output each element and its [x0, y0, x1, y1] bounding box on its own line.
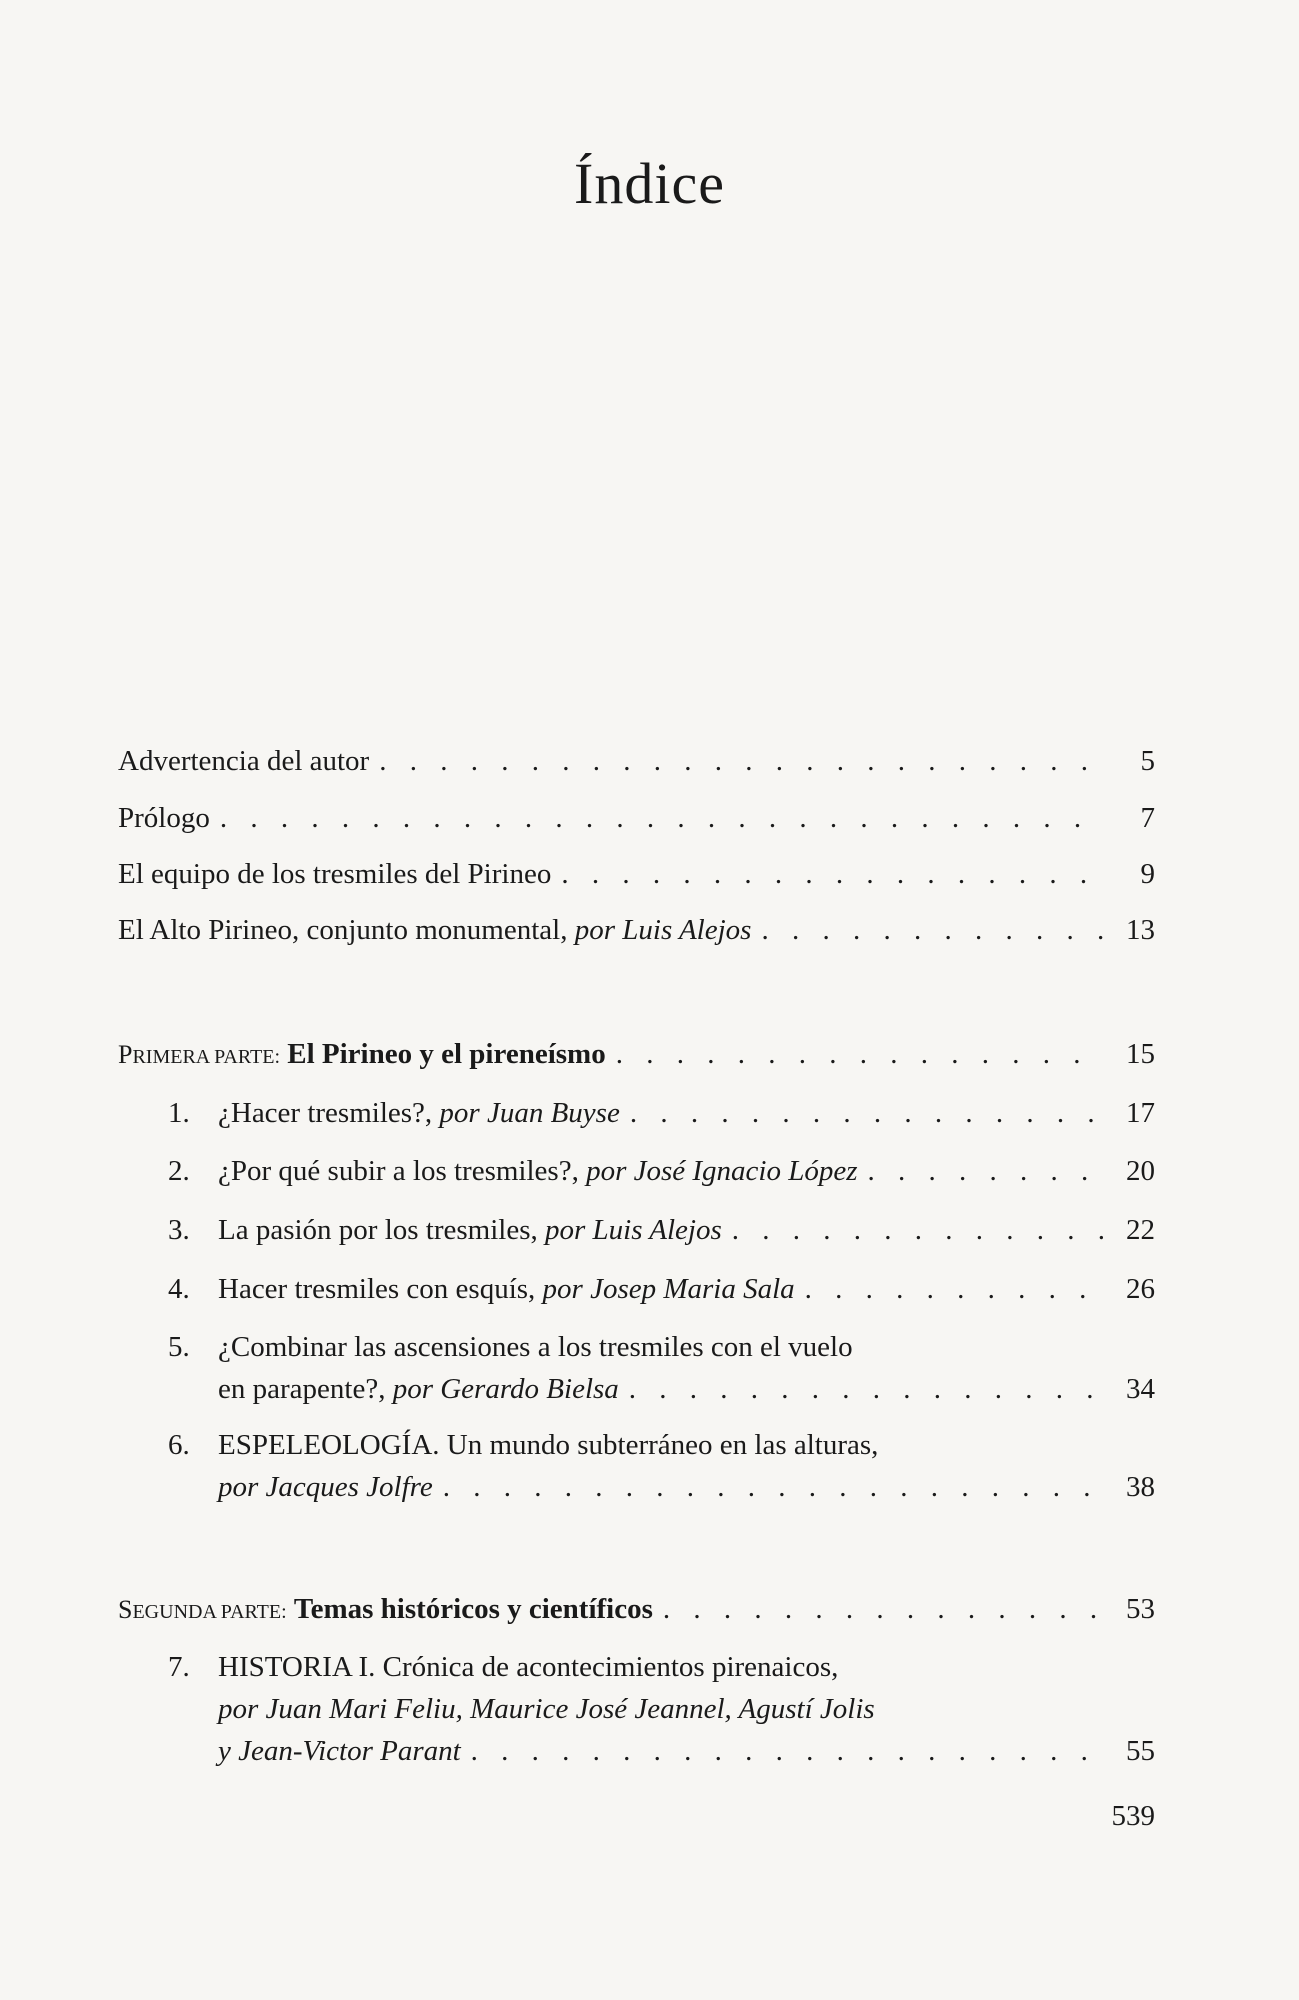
toc-entry: Prólogo . . . 7 [118, 797, 1155, 839]
leader-dots [629, 1368, 1103, 1410]
page-title: Índice [574, 151, 725, 216]
leader-dots [443, 1466, 1103, 1508]
part-heading: SEGUNDA PARTE: Temas históricos y científicos . . . 53 [118, 1588, 1155, 1633]
leader-dots [379, 740, 1103, 782]
page-number: 539 [1111, 1800, 1155, 1832]
leader-dots [561, 853, 1103, 895]
toc-entry: 2. ¿Por qué subir a los tresmiles?, por José Ignacio López . . . 20 [168, 1150, 1155, 1192]
toc-entry: 6. ESPELEOLOGÍA. Un mundo subterráneo en las alturas, por Jacques Jolfre . . . 38 [168, 1424, 1155, 1508]
toc-entry: 1. ¿Hacer tresmiles?, por Juan Buyse . . . 17 [168, 1092, 1155, 1134]
leader-dots [732, 1209, 1103, 1251]
leader-dots [805, 1268, 1103, 1310]
leader-dots [761, 909, 1103, 951]
leader-dots [663, 1588, 1103, 1630]
leader-dots [616, 1033, 1103, 1075]
toc-entry: 4. Hacer tresmiles con esquís, por Josep Maria Sala . . . 26 [168, 1268, 1155, 1310]
toc-entry: 3. La pasión por los tresmiles, por Luis Alejos . . . 22 [168, 1209, 1155, 1251]
part-heading: PRIMERA PARTE: El Pirineo y el pireneísmo . . . 15 [118, 1033, 1155, 1078]
leader-dots [630, 1092, 1103, 1134]
leader-dots [868, 1150, 1103, 1192]
leader-dots [471, 1730, 1103, 1772]
leader-dots [220, 797, 1103, 839]
toc-entry: 7. HISTORIA I. Crónica de acontecimientos pirenaicos, por Juan Mari Feliu, Maurice José Jeannel, Agustí Jolis y Jean-Victor Parant . . . 55 [168, 1646, 1155, 1772]
toc-entry: Advertencia del autor . . . 5 [118, 740, 1155, 782]
toc-entry: El equipo de los tresmiles del Pirineo . . . 9 [118, 853, 1155, 895]
toc-entry: 5. ¿Combinar las ascensiones a los tresmiles con el vuelo en parapente?, por Gerardo Bielsa . . . 34 [168, 1326, 1155, 1410]
toc-entry: El Alto Pirineo, conjunto monumental, por Luis Alejos . . . 13 [118, 909, 1155, 951]
